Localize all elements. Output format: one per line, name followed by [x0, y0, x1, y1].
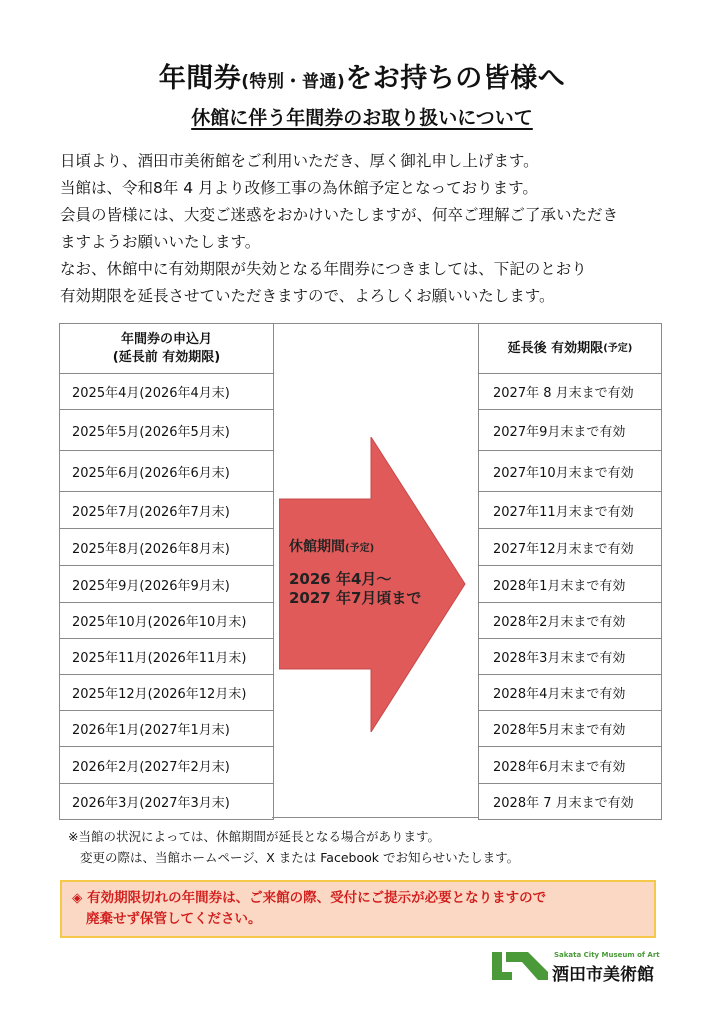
museum-logo — [492, 948, 660, 985]
table-row: 2028年5月末まで有効 — [479, 711, 661, 747]
intro-line: 日頃より、酒田市美術館をご利用いただき、厚く御礼申し上げます。 — [60, 152, 539, 170]
page-title: 年間券(特別・普通)をお持ちの皆様へ — [158, 63, 566, 94]
intro-line: ますようお願いいたします。 — [60, 233, 261, 251]
table-row: 2026年1月(2027年1月末) — [60, 711, 273, 747]
table-row: 2028年3月末まで有効 — [479, 639, 661, 675]
table-row: 2028年 7 月末まで有効 — [493, 796, 634, 811]
table-row: 2028年2月末まで有効 — [479, 603, 661, 639]
table-row: 2027年10月末まで有効 — [479, 451, 661, 492]
notice-box: ◈ 有効期限切れの年間券は、ご来館の際、受付にご提示が必要となりますので 廃棄せず保管してください。 — [60, 880, 656, 938]
table-row: 2027年12月末まで有効 — [479, 529, 661, 566]
table-row: 2026年3月(2027年3月末) — [72, 796, 230, 811]
before-extension-table — [59, 323, 274, 820]
intro-line: 当館は、令和8年 4 月より改修工事の為休館予定となっております。 — [60, 179, 538, 197]
table-row: 2025年5月(2026年5月末) — [60, 410, 273, 451]
table-row: 2026年2月(2027年2月末) — [60, 747, 273, 784]
table-row: 2025年6月(2026年6月末) — [60, 451, 273, 492]
table-row: 2025年12月(2026年12月末) — [60, 675, 273, 711]
museum-name-ja: 酒田市美術館 — [552, 965, 654, 985]
intro-text — [60, 148, 700, 310]
table-row: 2025年7月(2026年7月末) — [60, 492, 273, 529]
after-table-header: 延長後 有効期限 (予定) — [479, 324, 661, 374]
table-row: 2025年4月(2026年4月末) — [60, 374, 273, 410]
table-row: 2025年8月(2026年8月末) — [60, 529, 273, 566]
closure-period: 2026 年4月～ 2027 年7月頃まで — [289, 570, 422, 607]
museum-logo-icon — [492, 948, 550, 980]
table-row: 2027年 8 月末まで有効 — [479, 374, 661, 410]
table-row: 2028年4月末まで有効 — [479, 675, 661, 711]
footnote: ※当館の状況によっては、休館期間が延長となる場合があります。 変更の際は、当館ホームページ、X または Facebook でお知らせいたします。 — [68, 829, 520, 865]
page-subtitle: 休館に伴う年間券のお取り扱いについて — [191, 107, 533, 129]
table-row: 2025年10月(2026年10月末) — [60, 603, 273, 639]
table-row: 2028年6月末まで有効 — [479, 747, 661, 784]
table-row: 2025年9月(2026年9月末) — [60, 566, 273, 603]
table-row: 2027年9月末まで有効 — [479, 410, 661, 451]
closure-period-label — [289, 536, 421, 608]
intro-line: 会員の皆様には、大変ご迷惑をおかけいたしますが、何卒ご理解ご了承いただき — [60, 206, 619, 224]
table-row: 2027年11月末まで有効 — [479, 492, 661, 529]
closure-title: 休館期間(予定) — [289, 539, 375, 555]
before-table-header: 年間券の申込月 (延長前 有効期限) — [60, 324, 273, 374]
table-row: 2025年11月(2026年11月末) — [60, 639, 273, 675]
table-row: 2028年1月末まで有効 — [479, 566, 661, 603]
intro-line: 有効期限を延長させていただきますので、よろしくお願いいたします。 — [60, 287, 555, 305]
museum-name-en: Sakata City Museum of Art — [554, 951, 660, 959]
after-extension-table — [478, 323, 662, 820]
intro-line: なお、休館中に有効期限が失効となる年間券につきましては、下記のとおり — [60, 260, 587, 278]
